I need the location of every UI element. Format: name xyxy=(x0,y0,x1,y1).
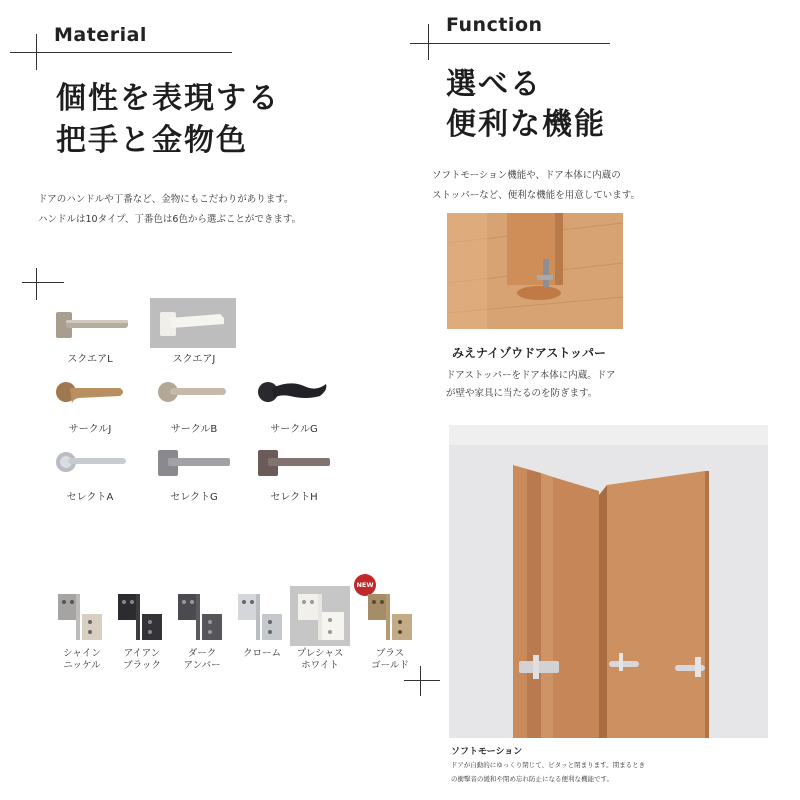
handle-circle-b-image xyxy=(150,370,236,420)
material-section-title: Material xyxy=(54,24,147,46)
soft-motion-desc-line1: ドアが自動的にゆっくり閉じて、ピタッと閉まります。閉まるとき xyxy=(451,761,646,769)
hinge-precious-white-image xyxy=(290,586,350,646)
function-body-line1: ソフトモーション機能や、ドア本体に内蔵の xyxy=(432,170,621,181)
crosshair-v xyxy=(36,268,37,300)
hinge-shine-nickel-image xyxy=(54,590,108,644)
function-headline-line1: 選べる xyxy=(446,67,542,102)
handle-circle-j-image xyxy=(48,370,134,420)
handle-label-1: スクエアL xyxy=(67,354,113,365)
function-title-tick xyxy=(428,24,429,60)
crosshair-bottom-h xyxy=(404,680,440,681)
hinge-label-2: アイアン ブラック xyxy=(123,648,161,671)
crosshair-h xyxy=(22,282,64,283)
stopper-desc-line2: が壁や家具に当たるのを防ぎます。 xyxy=(446,388,598,399)
material-title-tick xyxy=(36,34,37,70)
function-headline-line2: 便利な機能 xyxy=(446,107,606,142)
handle-square-l-image xyxy=(48,300,134,350)
hinge-dark-amber-image xyxy=(174,590,228,644)
soft-motion-desc-line2: の衝撃音の緩和や閉め忘れ防止になる便利な機能です。 xyxy=(451,775,613,783)
door-stopper-photo xyxy=(447,213,623,329)
new-badge: NEW xyxy=(354,574,376,596)
material-headline-line1: 個性を表現する xyxy=(56,81,280,116)
stopper-title: みえナイゾウドアストッパー xyxy=(452,346,606,360)
handle-label-4: サークルB xyxy=(170,424,218,435)
handle-select-h-image xyxy=(250,440,336,490)
soft-motion-door-photo xyxy=(449,425,768,738)
hinge-label-1: シャイン ニッケル xyxy=(63,648,101,671)
handle-select-a-image xyxy=(48,440,134,490)
soft-motion-title: ソフトモーション xyxy=(451,747,523,757)
hinge-label-6: ブラス ゴールド xyxy=(371,648,409,671)
hinge-chrome-image xyxy=(234,590,288,644)
handle-label-5: サークルG xyxy=(270,424,318,435)
handle-label-3: サークルJ xyxy=(68,424,112,435)
hinge-brass-gold-image xyxy=(364,590,418,644)
stopper-desc-line1: ドアストッパーをドア本体に内蔵。ドア xyxy=(446,370,616,381)
handle-label-6: セレクトA xyxy=(66,492,114,503)
handle-square-j-image xyxy=(150,298,236,348)
material-body-line2: ハンドルは10タイプ、丁番色は6色から選ぶことができます。 xyxy=(38,214,302,225)
function-section-title: Function xyxy=(446,14,543,36)
handle-label-2: スクエアJ xyxy=(172,354,216,365)
handle-label-7: セレクトG xyxy=(170,492,218,503)
material-headline-line2: 把手と金物色 xyxy=(56,123,248,158)
handle-circle-g-image xyxy=(250,370,336,420)
function-body-line2: ストッパーなど、便利な機能を用意しています。 xyxy=(432,190,640,201)
handle-select-g-image xyxy=(150,440,236,490)
hinge-label-3: ダーク アンバー xyxy=(183,648,221,671)
hinge-iron-black-image xyxy=(114,590,168,644)
handle-label-8: セレクトH xyxy=(270,492,318,503)
hinge-label-4: クローム xyxy=(242,648,281,659)
function-title-rule xyxy=(410,43,610,44)
material-body-line1: ドアのハンドルや丁番など、金物にもこだわりがあります。 xyxy=(38,194,294,205)
crosshair-bottom-v xyxy=(420,666,421,696)
hinge-label-5: プレシャス ホワイト xyxy=(296,648,344,671)
material-title-rule xyxy=(10,52,232,53)
